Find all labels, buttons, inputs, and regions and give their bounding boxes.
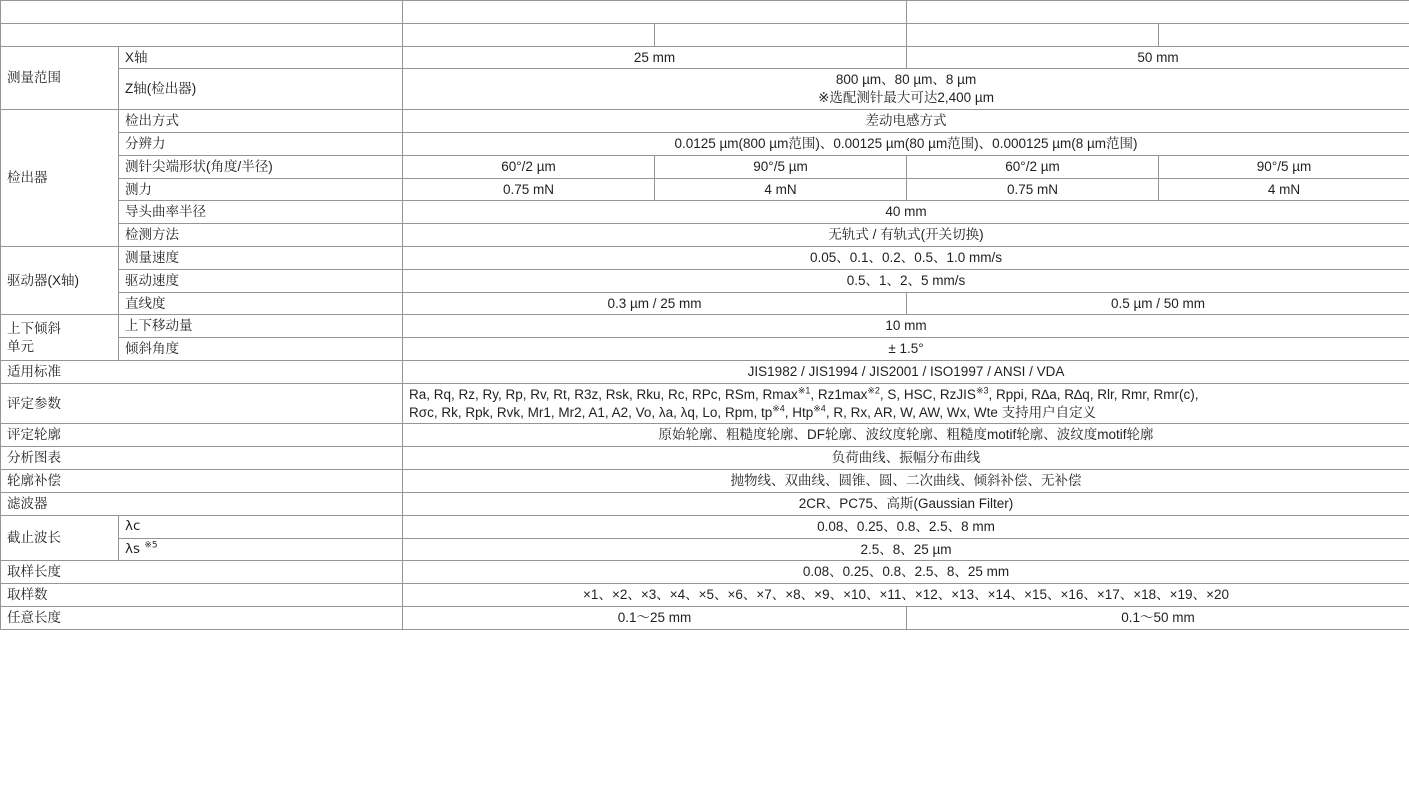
row-group-sampling-length: 取样长度 — [1, 561, 403, 584]
value-stylus-tip-2: 90°/5 µm — [655, 155, 907, 178]
header-model-sj412: SJ-412 — [907, 1, 1409, 24]
row-sub-stylus-tip: 测针尖端形状(角度/半径) — [119, 155, 403, 178]
row-sub-skid-radius: 导头曲率半径 — [119, 201, 403, 224]
value-parameters-line2: Rσc, Rk, Rpk, Rvk, Mr1, Mr2, A1, A2, Vo, λa, λq, Lo, Rpm, $tp^{※4}$, Htp$^{※4}$, R, Rx, AR, W, AW, Wx, Wte 支持用户自定义 — [409, 403, 1097, 420]
table-row-cutoff-ls — [1, 538, 1409, 561]
row-sub-resolution: 分辨力 — [119, 132, 403, 155]
value-standards: JIS1982 / JIS1994 / JIS2001 / ISO1997 / ANSI / VDA — [403, 361, 1409, 384]
table-row-detector-method — [1, 110, 1409, 133]
value-straightness-sj411: 0.3 µm / 25 mm — [403, 292, 907, 315]
value-profile-compensation: 抛物线、双曲线、圆锥、圆、二次曲线、倾斜补偿、无补偿 — [403, 470, 1409, 493]
table-row-arbitrary-length — [1, 606, 1409, 629]
table-row-profiles — [1, 424, 1409, 447]
value-stylus-tip-1: 60°/2 µm — [403, 155, 655, 178]
row-group-detector: 检出器 — [1, 110, 119, 247]
table-row-tilt-angle — [1, 338, 1409, 361]
value-parameters-line1: Ra, Rq, Rz, Ry, Rp, Rv, Rt, R3z, Rsk, Rku, Rc, RPc, RSm, Rmax$^{※1}$, $Rz1\max^{※2}$, S, HSC, RzJIS$^{※3}$, Rppi, R∆a, R∆q, Rlr, Rmr, Rmr(c), — [409, 385, 1199, 402]
value-range-z-line1: 800 µm、80 µm、8 µm — [835, 72, 977, 88]
value-resolution: 0.0125 µm(800 µm范围)、0.00125 µm(80 µm范围)、0.000125 µm(8 µm范围) — [403, 132, 1409, 155]
table-row-drive-speed — [1, 269, 1409, 292]
row-group-tilt-unit-line1: 上下倾斜 — [7, 320, 61, 336]
value-vertical-travel: 10 mm — [403, 315, 1409, 338]
value-force-3: 0.75 mN — [907, 178, 1159, 201]
table-row-range-x — [1, 46, 1409, 69]
row-sub-z-axis: Z轴(检出器) — [119, 69, 403, 110]
table-row-profile-compensation — [1, 470, 1409, 493]
value-tilt-angle: ± 1.5° — [403, 338, 1409, 361]
table-row-skid-radius — [1, 201, 1409, 224]
value-arbitrary-length-sj412: 0.1～50 mm — [907, 606, 1409, 629]
table-row-sampling-number — [1, 584, 1409, 607]
row-group-arbitrary-length: 任意长度 — [1, 606, 403, 629]
header-model-label: 型号 — [1, 1, 403, 24]
header-partno-2: 178-580-32DC — [655, 23, 907, 46]
table-row-measuring-force — [1, 178, 1409, 201]
table-row-straightness — [1, 292, 1409, 315]
row-group-measuring-range: 测量范围 — [1, 46, 119, 109]
row-sub-tilt-angle: 倾斜角度 — [119, 338, 403, 361]
value-parameters — [403, 383, 1409, 424]
row-group-profile-compensation: 轮廓补偿 — [1, 470, 403, 493]
value-force-2: 4 mN — [655, 178, 907, 201]
value-range-x-sj411: 25 mm — [403, 46, 907, 69]
row-group-tilt-unit — [1, 315, 119, 361]
table-row-stylus-tip — [1, 155, 1409, 178]
header-partno-3: 178-582-31DC — [907, 23, 1159, 46]
table-row-analysis-graphs — [1, 447, 1409, 470]
value-straightness-sj412: 0.5 µm / 50 mm — [907, 292, 1409, 315]
row-sub-straightness: 直线度 — [119, 292, 403, 315]
table-row-detect-mode — [1, 224, 1409, 247]
value-range-x-sj412: 50 mm — [907, 46, 1409, 69]
row-sub-detect-mode: 检测方法 — [119, 224, 403, 247]
header-partno-1: 178-580-31DC — [403, 23, 655, 46]
value-sampling-number: ×1、×2、×3、×4、×5、×6、×7、×8、×9、×10、×11、×12、×13、×14、×15、×16、×17、×18、×19、×20 — [403, 584, 1409, 607]
table-row-resolution — [1, 132, 1409, 155]
value-range-z — [403, 69, 1409, 110]
table-row-model — [1, 1, 1409, 24]
row-sub-detect-method: 检出方式 — [119, 110, 403, 133]
value-stylus-tip-4: 90°/5 µm — [1159, 155, 1409, 178]
value-stylus-tip-3: 60°/2 µm — [907, 155, 1159, 178]
row-sub-vertical-travel: 上下移动量 — [119, 315, 403, 338]
value-measuring-speed: 0.05、0.1、0.2、0.5、1.0 mm/s — [403, 246, 1409, 269]
header-partno-4: 178-582-32DC — [1159, 23, 1409, 46]
value-force-4: 4 mN — [1159, 178, 1409, 201]
row-sub-measuring-speed: 测量速度 — [119, 246, 403, 269]
row-sub-cutoff-lambda-c: λc — [119, 515, 403, 538]
row-group-tilt-unit-line2: 单元 — [7, 338, 34, 354]
value-detect-method: 差动电感方式 — [403, 110, 1409, 133]
table-row-measuring-speed — [1, 246, 1409, 269]
table-row-vertical-travel — [1, 315, 1409, 338]
value-force-1: 0.75 mN — [403, 178, 655, 201]
row-group-sampling-number: 取样数 — [1, 584, 403, 607]
value-skid-radius: 40 mm — [403, 201, 1409, 224]
value-detect-mode: 无轨式 / 有轨式(开关切换) — [403, 224, 1409, 247]
value-filter: 2CR、PC75、高斯(Gaussian Filter) — [403, 492, 1409, 515]
value-arbitrary-length-sj411: 0.1～25 mm — [403, 606, 907, 629]
row-group-filter: 滤波器 — [1, 492, 403, 515]
value-range-z-line2: ※选配测针最大可达2,400 µm — [818, 90, 994, 106]
table-row-range-z — [1, 69, 1409, 110]
value-cutoff-lambda-s: 2.5、8、25 µm — [403, 538, 1409, 561]
row-sub-x-axis: X轴 — [119, 46, 403, 69]
table-row-standards — [1, 361, 1409, 384]
row-group-drive-unit: 驱动器(X轴) — [1, 246, 119, 314]
value-drive-speed: 0.5、1、2、5 mm/s — [403, 269, 1409, 292]
row-group-parameters: 评定参数 — [1, 383, 403, 424]
value-sampling-length: 0.08、0.25、0.8、2.5、8、25 mm — [403, 561, 1409, 584]
row-sub-measuring-force: 测力 — [119, 178, 403, 201]
row-group-analysis-graphs: 分析图表 — [1, 447, 403, 470]
table-row-cutoff-lc — [1, 515, 1409, 538]
table-row-sampling-length — [1, 561, 1409, 584]
table-row-partno — [1, 23, 1409, 46]
header-partno-label: 货号 — [1, 23, 403, 46]
table-row-parameters — [1, 383, 1409, 424]
value-analysis-graphs: 负荷曲线、振幅分布曲线 — [403, 447, 1409, 470]
row-group-profiles: 评定轮廓 — [1, 424, 403, 447]
row-group-cutoff: 截止波长 — [1, 515, 119, 561]
table-row-filter — [1, 492, 1409, 515]
row-group-standards: 适用标准 — [1, 361, 403, 384]
row-sub-drive-speed: 驱动速度 — [119, 269, 403, 292]
value-profiles: 原始轮廓、粗糙度轮廓、DF轮廓、波纹度轮廓、粗糙度motif轮廓、波纹度motif轮廓 — [403, 424, 1409, 447]
row-sub-cutoff-lambda-s: λs $^{※5}$ — [119, 538, 403, 561]
header-model-sj411: SJ-411 — [403, 1, 907, 24]
value-cutoff-lambda-c: 0.08、0.25、0.8、2.5、8 mm — [403, 515, 1409, 538]
